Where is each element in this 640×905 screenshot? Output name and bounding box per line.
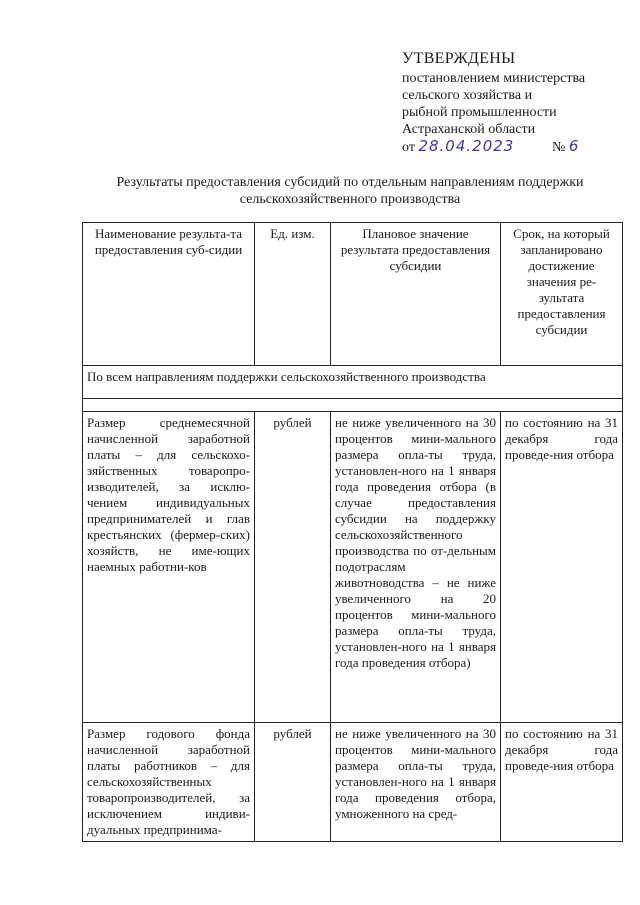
table-row xyxy=(83,723,623,842)
header-plan: Плановое значение результата предоставления субсидии xyxy=(331,223,501,366)
cell-unit: рублей xyxy=(255,723,331,842)
number-field xyxy=(552,138,579,156)
handwritten-date: 28.04.2023 xyxy=(418,137,515,155)
approval-block xyxy=(402,50,627,158)
table-header-row xyxy=(83,223,623,366)
header-name: Наименование результа-та предоставления суб-сидии xyxy=(83,223,255,366)
cell-unit: рублей xyxy=(255,412,331,723)
cell-name: Размер среднемесячной начисленной заработной платы – для сельскохо-зяйственных товаропро-изводителей, за исклю-чением индивидуальных предпринимателей и глав крестьянских (фермер-ских) хозяйств, не име-ющих наемных работни-ков xyxy=(83,412,255,723)
cell-deadline: по состоянию на 31 декабря года проведе-ния отбора xyxy=(501,723,623,842)
title-line-2: сельскохозяйственного производства xyxy=(239,192,461,207)
table-spacer-row xyxy=(83,399,623,412)
handwritten-number: 6 xyxy=(568,137,580,155)
approval-title: УТВЕРЖДЕНЫ xyxy=(402,50,516,67)
approval-line: рыбной промышленности xyxy=(402,105,557,120)
cell-plan: не ниже увеличенного на 30 процентов мини-мального размера опла-ты труда, установлен-ного на 1 января года проведения отбора (в случае предоставления субсидии на поддержку сельскохозяйственного производства по от-дельным подотраслям животноводства – не ниже увеличенного на 20 процентов мини-мального размера опла-ты труда, установлен-ного на 1 января года проведения отбора) xyxy=(331,412,501,723)
spacer-cell xyxy=(83,399,623,412)
table-section-row xyxy=(83,366,623,399)
document-title xyxy=(60,174,640,208)
approval-line: Астраханской области xyxy=(402,122,536,137)
cell-name: Размер годового фонда начисленной заработной платы работников – для сельскохозяйственных товаропроизводителей, за исключением индиви-дуальных предпринима- xyxy=(83,723,255,842)
approval-line: постановлением министерства xyxy=(402,71,586,86)
cell-plan: не ниже увеличенного на 30 процентов мини-мального размера опла-ты труда, установлен-ного на 1 января года проведения отбора, умноженного на сред- xyxy=(331,723,501,842)
approval-date-line xyxy=(402,138,627,158)
header-unit: Ед. изм. xyxy=(255,223,331,366)
approval-line: сельского хозяйства и xyxy=(402,88,533,103)
cell-deadline: по состоянию на 31 декабря года проведе-ния отбора xyxy=(501,412,623,723)
header-deadline: Срок, на который запланировано достижение значения ре-зультата предоставления субсидии xyxy=(501,223,623,366)
number-label: № xyxy=(552,140,566,155)
date-prefix: от xyxy=(402,140,415,155)
results-table xyxy=(82,222,623,842)
title-line-1: Результаты предоставления субсидий по отдельным направлениям поддержки xyxy=(116,175,584,190)
section-title: По всем направлениям поддержки сельскохозяйственного производства xyxy=(83,366,623,399)
table-row xyxy=(83,412,623,723)
